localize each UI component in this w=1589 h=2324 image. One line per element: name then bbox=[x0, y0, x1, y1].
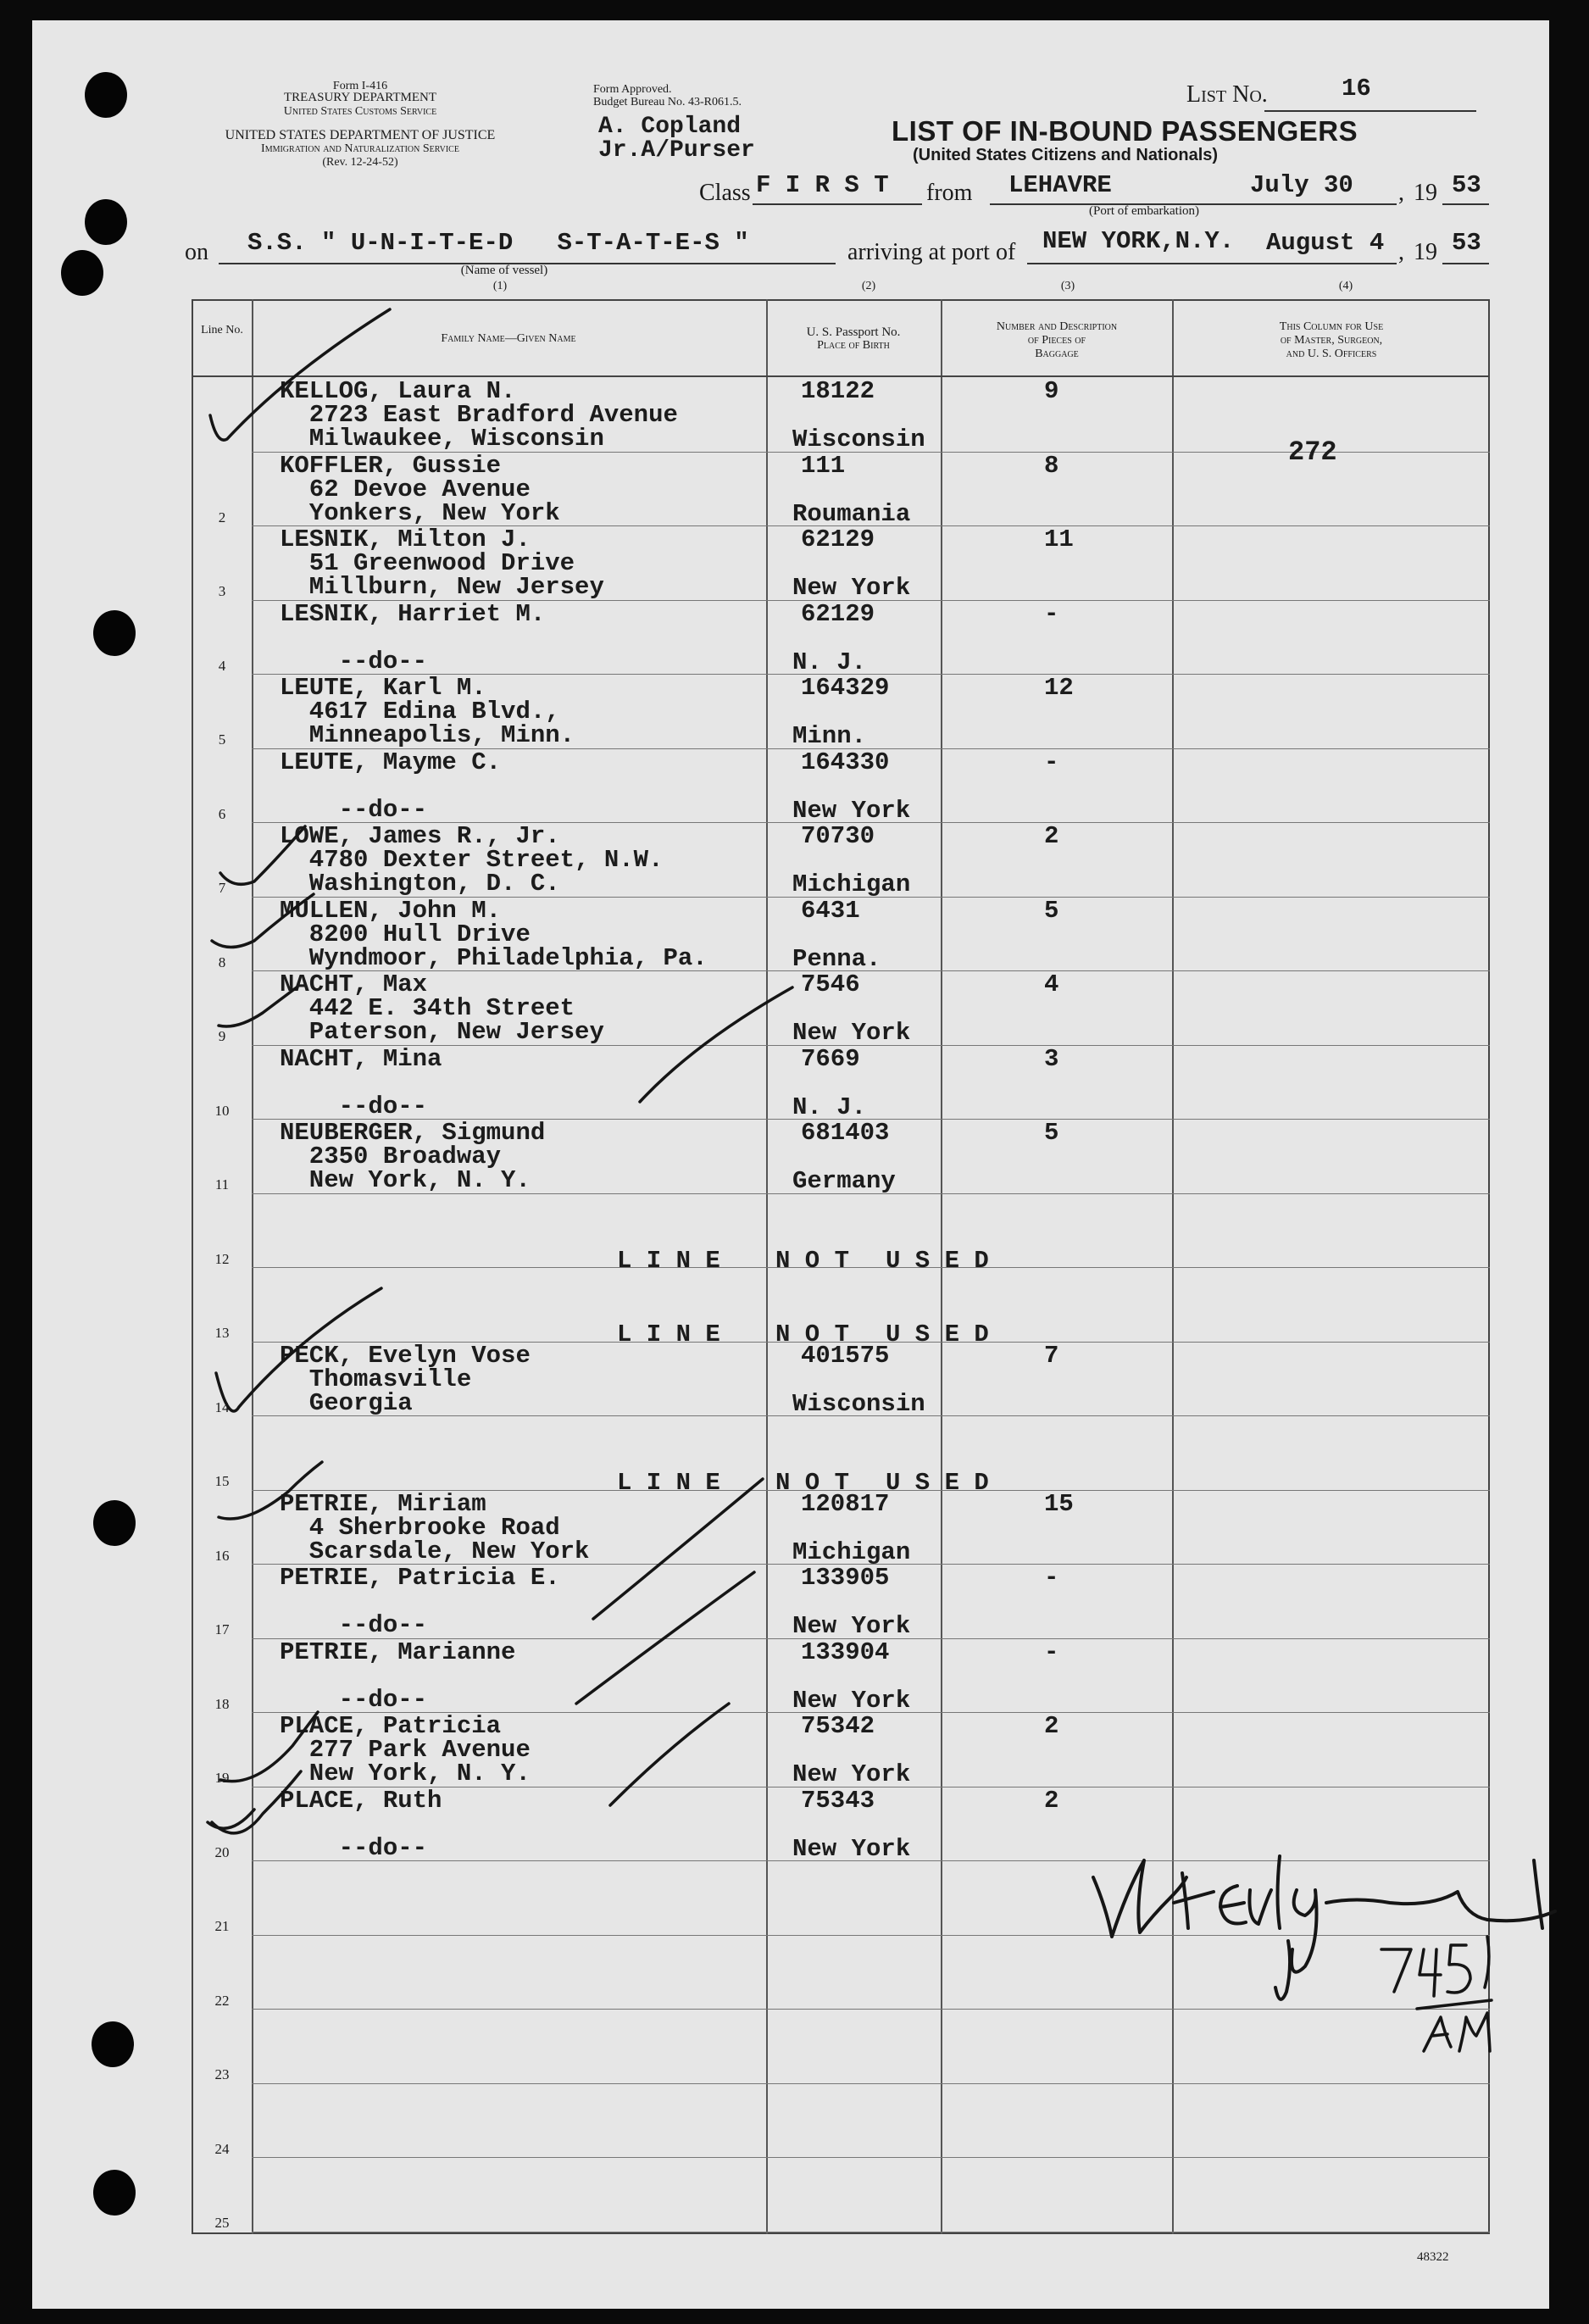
baggage-count: 2 bbox=[1044, 1712, 1059, 1740]
arrival-port: NEW YORK,N.Y. bbox=[1042, 227, 1235, 255]
line-number: 25 bbox=[214, 2215, 230, 2231]
place-of-birth: New York bbox=[792, 1019, 911, 1047]
passenger-name-line: Paterson, New Jersey bbox=[280, 1018, 604, 1046]
line-number: 4 bbox=[218, 657, 226, 674]
column-number: (2) bbox=[861, 280, 876, 292]
passenger-name-line: 2723 East Bradford Avenue bbox=[280, 401, 678, 429]
signer-title: Jr.A/Purser bbox=[598, 137, 755, 164]
column-number: (4) bbox=[1338, 280, 1353, 292]
col-header-line-no: Line No. bbox=[201, 324, 243, 336]
comma: , bbox=[1398, 180, 1404, 206]
comma: , bbox=[1398, 239, 1404, 265]
line-number: 20 bbox=[214, 1843, 230, 1860]
place-of-birth: Wisconsin bbox=[792, 425, 925, 453]
baggage-count: - bbox=[1044, 1564, 1059, 1592]
vessel-name: S.S. " U-N-I-T-E-D S-T-A-T-E-S " bbox=[247, 229, 749, 257]
line-number: 13 bbox=[214, 1325, 230, 1341]
passport-number: 133904 bbox=[801, 1637, 890, 1666]
place-of-birth: Michigan bbox=[792, 1537, 911, 1566]
col-header-officers: and U. S. Officers bbox=[1286, 347, 1377, 360]
line-number: 21 bbox=[214, 1918, 230, 1934]
passenger-name-line: --do-- bbox=[280, 1833, 428, 1862]
passenger-name-line: 51 Greenwood Drive bbox=[280, 549, 575, 577]
passenger-name-line: --do-- bbox=[280, 1092, 428, 1120]
baggage-count: 7 bbox=[1044, 1341, 1059, 1370]
place-of-birth: Michigan bbox=[792, 870, 911, 898]
revision-date: (Rev. 12-24-52) bbox=[322, 156, 398, 169]
arriving-label: arriving at port of bbox=[847, 239, 1016, 265]
passenger-name-line: LEUTE, Karl M. bbox=[280, 674, 486, 702]
officer-note: 272 bbox=[1288, 436, 1337, 468]
passenger-name-line: NACHT, Max bbox=[280, 970, 428, 998]
baggage-count: 8 bbox=[1044, 451, 1059, 480]
passenger-name-line: Minneapolis, Minn. bbox=[280, 721, 575, 749]
form-approved: Form Approved. bbox=[593, 83, 672, 96]
passenger-name-line: 62 Devoe Avenue bbox=[280, 475, 531, 503]
passenger-name-line: Milwaukee, Wisconsin bbox=[280, 425, 604, 453]
passport-number: 120817 bbox=[801, 1489, 890, 1518]
line-number: 5 bbox=[218, 731, 226, 748]
baggage-count: 11 bbox=[1044, 525, 1074, 553]
place-of-birth: New York bbox=[792, 1686, 911, 1715]
line-number: 23 bbox=[214, 2066, 230, 2082]
passenger-name-line: --do-- bbox=[280, 647, 428, 676]
col-header-passport: U. S. Passport No. bbox=[806, 325, 901, 339]
line-not-used-word: U S E D bbox=[886, 1469, 989, 1497]
line-not-used-word: L I N E bbox=[617, 1469, 720, 1497]
arrival-year: 53 bbox=[1452, 229, 1481, 257]
col-header-baggage: Baggage bbox=[1035, 347, 1079, 360]
passenger-name-line: PLACE, Ruth bbox=[280, 1786, 442, 1815]
line-not-used-word: U S E D bbox=[886, 1320, 989, 1348]
passenger-name-line: Millburn, New Jersey bbox=[280, 573, 604, 601]
passenger-name-line: PETRIE, Marianne bbox=[280, 1637, 516, 1666]
baggage-count: 5 bbox=[1044, 896, 1059, 925]
col-header-officers: This Column for Use bbox=[1279, 320, 1384, 333]
passenger-name-line: NACHT, Mina bbox=[280, 1044, 442, 1073]
on-label: on bbox=[185, 239, 208, 265]
place-of-birth: Minn. bbox=[792, 722, 867, 750]
place-of-birth: Roumania bbox=[792, 499, 911, 528]
passenger-name-line: KELLOG, Laura N. bbox=[280, 377, 516, 405]
class-label: Class bbox=[699, 180, 751, 206]
passport-number: 401575 bbox=[801, 1341, 890, 1370]
year-prefix: 19 bbox=[1414, 239, 1437, 265]
line-number: 24 bbox=[214, 2140, 230, 2157]
baggage-count: 12 bbox=[1044, 674, 1074, 702]
passenger-name-line: LESNIK, Milton J. bbox=[280, 525, 531, 553]
budget-bureau: Budget Bureau No. 43-R061.5. bbox=[593, 96, 742, 108]
passenger-name-line: --do-- bbox=[280, 795, 428, 824]
line-not-used-word: N O T bbox=[775, 1469, 850, 1497]
passport-number: 70730 bbox=[801, 822, 875, 850]
column-number: (1) bbox=[492, 280, 508, 292]
place-of-birth: New York bbox=[792, 1834, 911, 1863]
class-value: F I R S T bbox=[756, 171, 889, 199]
baggage-count: 4 bbox=[1044, 970, 1059, 998]
passport-number: 7669 bbox=[801, 1044, 860, 1073]
passport-number: 164330 bbox=[801, 748, 890, 776]
baggage-count: 9 bbox=[1044, 377, 1059, 405]
col-header-birthplace: Place of Birth bbox=[817, 339, 890, 352]
place-of-birth: New York bbox=[792, 796, 911, 825]
place-of-birth: New York bbox=[792, 1612, 911, 1640]
baggage-count: 2 bbox=[1044, 822, 1059, 850]
line-number: 11 bbox=[214, 1176, 230, 1193]
name-of-vessel-caption: (Name of vessel) bbox=[460, 264, 548, 277]
passport-number: 133905 bbox=[801, 1564, 890, 1592]
place-of-birth: Penna. bbox=[792, 944, 881, 973]
line-number: 17 bbox=[214, 1621, 230, 1637]
passenger-name-line: 442 E. 34th Street bbox=[280, 994, 575, 1022]
baggage-count: 3 bbox=[1044, 1044, 1059, 1073]
line-not-used-word: L I N E bbox=[617, 1320, 720, 1348]
baggage-count: 2 bbox=[1044, 1786, 1059, 1815]
column-number: (3) bbox=[1060, 280, 1075, 292]
form-number: Form I-416 bbox=[332, 80, 388, 92]
passport-number: 681403 bbox=[801, 1119, 890, 1147]
treasury-department: TREASURY DEPARTMENT bbox=[283, 91, 437, 104]
line-number: 22 bbox=[214, 1992, 230, 2009]
passport-number: 62129 bbox=[801, 599, 875, 628]
arrival-date: August 4 bbox=[1266, 229, 1385, 257]
passenger-name-line: New York, N. Y. bbox=[280, 1760, 531, 1787]
list-no-label: List No. bbox=[1186, 81, 1268, 108]
from-label: from bbox=[926, 180, 973, 206]
line-number: 2 bbox=[218, 509, 226, 525]
passenger-name-line: New York, N. Y. bbox=[280, 1166, 531, 1194]
passenger-name-line: Wyndmoor, Philadelphia, Pa. bbox=[280, 943, 708, 972]
year-prefix: 19 bbox=[1414, 180, 1437, 206]
baggage-count: - bbox=[1044, 748, 1059, 776]
place-of-birth: Wisconsin bbox=[792, 1389, 925, 1418]
passenger-name-line: 4780 Dexter Street, N.W. bbox=[280, 846, 664, 874]
place-of-birth: New York bbox=[792, 574, 911, 602]
line-not-used-word: U S E D bbox=[886, 1246, 989, 1275]
passenger-name-line: Thomasville bbox=[280, 1365, 472, 1393]
customs-service: United States Customs Service bbox=[283, 105, 437, 118]
col-header-baggage: Number and Description bbox=[996, 320, 1118, 333]
passport-number: 75343 bbox=[801, 1786, 875, 1815]
passport-number: 6431 bbox=[801, 896, 860, 925]
line-number: 3 bbox=[218, 583, 226, 599]
col-header-baggage: of Pieces of bbox=[1027, 334, 1086, 347]
port-of-embarkation-caption: (Port of embarkation) bbox=[1089, 204, 1199, 218]
line-not-used-word: L I N E bbox=[617, 1246, 720, 1275]
line-number: 19 bbox=[214, 1770, 230, 1786]
page-subtitle: (United States Citizens and Nationals) bbox=[913, 146, 1219, 164]
passenger-name-line: Scarsdale, New York bbox=[280, 1537, 590, 1565]
passenger-name-line: NEUBERGER, Sigmund bbox=[280, 1119, 546, 1147]
place-of-birth: Germany bbox=[792, 1167, 896, 1195]
line-number: 9 bbox=[218, 1028, 226, 1044]
line-number: 7 bbox=[218, 880, 226, 896]
baggage-count: - bbox=[1044, 1637, 1059, 1666]
line-number: 16 bbox=[214, 1547, 230, 1564]
justice-department: UNITED STATES DEPARTMENT OF JUSTICE bbox=[225, 128, 496, 142]
line-not-used-word: N O T bbox=[775, 1246, 850, 1275]
line-number: 10 bbox=[214, 1102, 230, 1119]
passenger-name-line: MULLEN, John M. bbox=[280, 896, 502, 925]
passport-number: 75342 bbox=[801, 1712, 875, 1740]
place-of-birth: New York bbox=[792, 1760, 911, 1788]
passenger-name-line: Yonkers, New York bbox=[280, 498, 560, 527]
line-not-used-word: N O T bbox=[775, 1320, 850, 1348]
ins-service: Immigration and Naturalization Service bbox=[261, 142, 459, 155]
baggage-count: 15 bbox=[1044, 1489, 1074, 1518]
line-number: 18 bbox=[214, 1695, 230, 1712]
footer-code: 48322 bbox=[1417, 2250, 1449, 2264]
place-of-birth: N. J. bbox=[792, 1093, 867, 1121]
list-no: 16 bbox=[1342, 75, 1371, 103]
line-number: 14 bbox=[214, 1398, 230, 1415]
year-value: 53 bbox=[1452, 171, 1481, 199]
passport-number: 111 bbox=[801, 451, 846, 480]
passenger-name-line: 2350 Broadway bbox=[280, 1143, 502, 1170]
col-header-officers: of Master, Surgeon, bbox=[1280, 334, 1383, 347]
passport-number: 7546 bbox=[801, 970, 860, 998]
passenger-name-line: Washington, D. C. bbox=[280, 870, 560, 898]
passport-number: 18122 bbox=[801, 377, 875, 405]
passenger-name-line: LOWE, James R., Jr. bbox=[280, 822, 560, 850]
page-title: LIST OF IN-BOUND PASSENGERS bbox=[892, 115, 1358, 147]
passenger-name-line: 8200 Hull Drive bbox=[280, 920, 531, 948]
from-port: LEHAVRE bbox=[1008, 171, 1112, 199]
place-of-birth: N. J. bbox=[792, 648, 867, 676]
passenger-name-line: --do-- bbox=[280, 1611, 428, 1639]
passport-number: 164329 bbox=[801, 674, 890, 702]
passenger-name-line: PECK, Evelyn Vose bbox=[280, 1341, 531, 1370]
col-header-name: Family Name—Given Name bbox=[441, 332, 576, 345]
passenger-name-line: LEUTE, Mayme C. bbox=[280, 748, 502, 776]
passport-number: 62129 bbox=[801, 525, 875, 553]
baggage-count: - bbox=[1044, 599, 1059, 628]
line-number: 12 bbox=[214, 1250, 230, 1267]
line-number: 8 bbox=[218, 954, 226, 970]
embark-date: July 30 bbox=[1250, 171, 1353, 199]
passenger-name-line: 4617 Edina Blvd., bbox=[280, 698, 560, 726]
passenger-name-line: Georgia bbox=[280, 1388, 413, 1417]
passenger-name-line: KOFFLER, Gussie bbox=[280, 451, 502, 480]
line-number: 6 bbox=[218, 805, 226, 822]
passenger-name-line: PETRIE, Miriam bbox=[280, 1489, 486, 1518]
line-number: 15 bbox=[214, 1473, 230, 1489]
signer-name: A. Copland bbox=[598, 114, 742, 140]
passenger-name-line: 277 Park Avenue bbox=[280, 1736, 531, 1764]
passenger-name-line: PETRIE, Patricia E. bbox=[280, 1564, 560, 1592]
passenger-name-line: 4 Sherbrooke Road bbox=[280, 1513, 560, 1542]
baggage-count: 5 bbox=[1044, 1119, 1059, 1147]
passenger-name-line: PLACE, Patricia bbox=[280, 1712, 502, 1740]
passenger-name-line: --do-- bbox=[280, 1685, 428, 1714]
passenger-name-line: LESNIK, Harriet M. bbox=[280, 599, 546, 628]
